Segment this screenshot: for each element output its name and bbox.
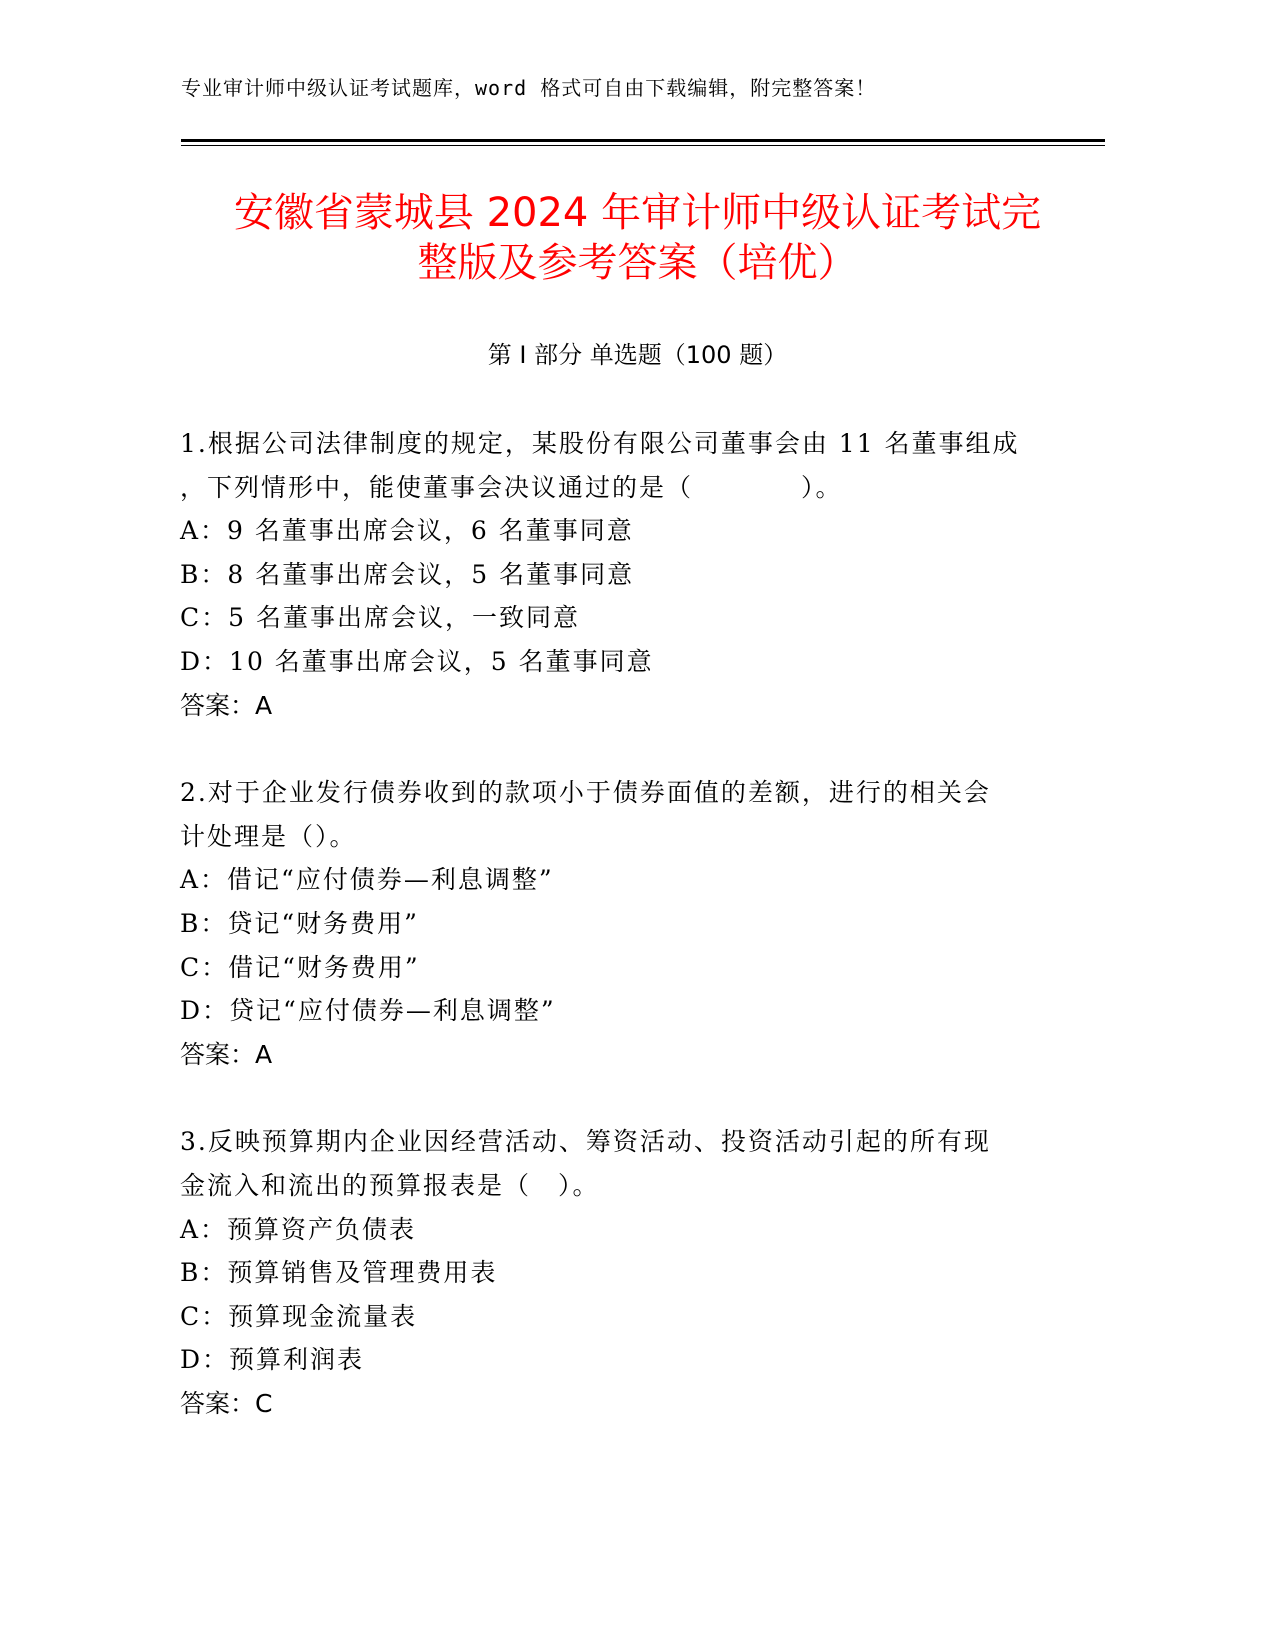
section-title: 第 I 部分 单选题（100 题）: [487, 341, 788, 369]
answer: 答案：A: [180, 1039, 273, 1069]
option-d: D：10 名董事出席会议，5 名董事同意: [180, 646, 654, 676]
question-list: [180, 422, 1040, 1469]
question-stem-line: 3.反映预算期内企业因经营活动、筹资活动、投资活动引起的所有现: [180, 1127, 991, 1157]
answer: 答案：A: [180, 690, 273, 720]
option-a: A：预算资产负债表: [180, 1214, 417, 1244]
question-stem-line: ，下列情形中，能使董事会决议通过的是（ ）。: [180, 472, 843, 502]
question-2: [180, 771, 1040, 1076]
question-stem-line: 2.对于企业发行债券收到的款项小于债券面值的差额，进行的相关会: [180, 778, 991, 808]
option-b: B：贷记“财务费用”: [180, 908, 419, 938]
option-c: C：借记“财务费用”: [180, 952, 420, 982]
question-stem-line: 计处理是（）。: [180, 821, 357, 851]
question-3: [180, 1120, 1040, 1425]
option-a: A：9 名董事出席会议，6 名董事同意: [180, 516, 634, 546]
option-b: B：8 名董事出席会议，5 名董事同意: [180, 559, 635, 589]
option-a: A：借记“应付债券—利息调整”: [180, 865, 554, 895]
document-title: [150, 188, 1125, 288]
option-c: C：预算现金流量表: [180, 1301, 418, 1331]
option-d: D：预算利润表: [180, 1345, 365, 1375]
question-1: [180, 422, 1040, 727]
header-divider-thin: [181, 145, 1105, 146]
question-stem-line: 1.根据公司法律制度的规定，某股份有限公司董事会由 11 名董事组成: [180, 429, 1020, 458]
option-c: C：5 名董事出席会议，一致同意: [180, 603, 580, 633]
option-d: D：贷记“应付债券—利息调整”: [180, 996, 556, 1026]
document-title-line-2: 整版及参考答案（培优）: [417, 240, 858, 286]
header-note: 专业审计师中级认证考试题库，word 格式可自由下载编辑，附完整答案！: [181, 76, 877, 100]
header-divider-thick: [181, 139, 1105, 142]
question-stem-line: 金流入和流出的预算报表是（ ）。: [180, 1170, 600, 1200]
option-b: B：预算销售及管理费用表: [180, 1258, 498, 1288]
answer: 答案：C: [180, 1388, 273, 1418]
document-title-line-1: 安徽省蒙城县 2024 年审计师中级认证考试完: [233, 190, 1042, 236]
